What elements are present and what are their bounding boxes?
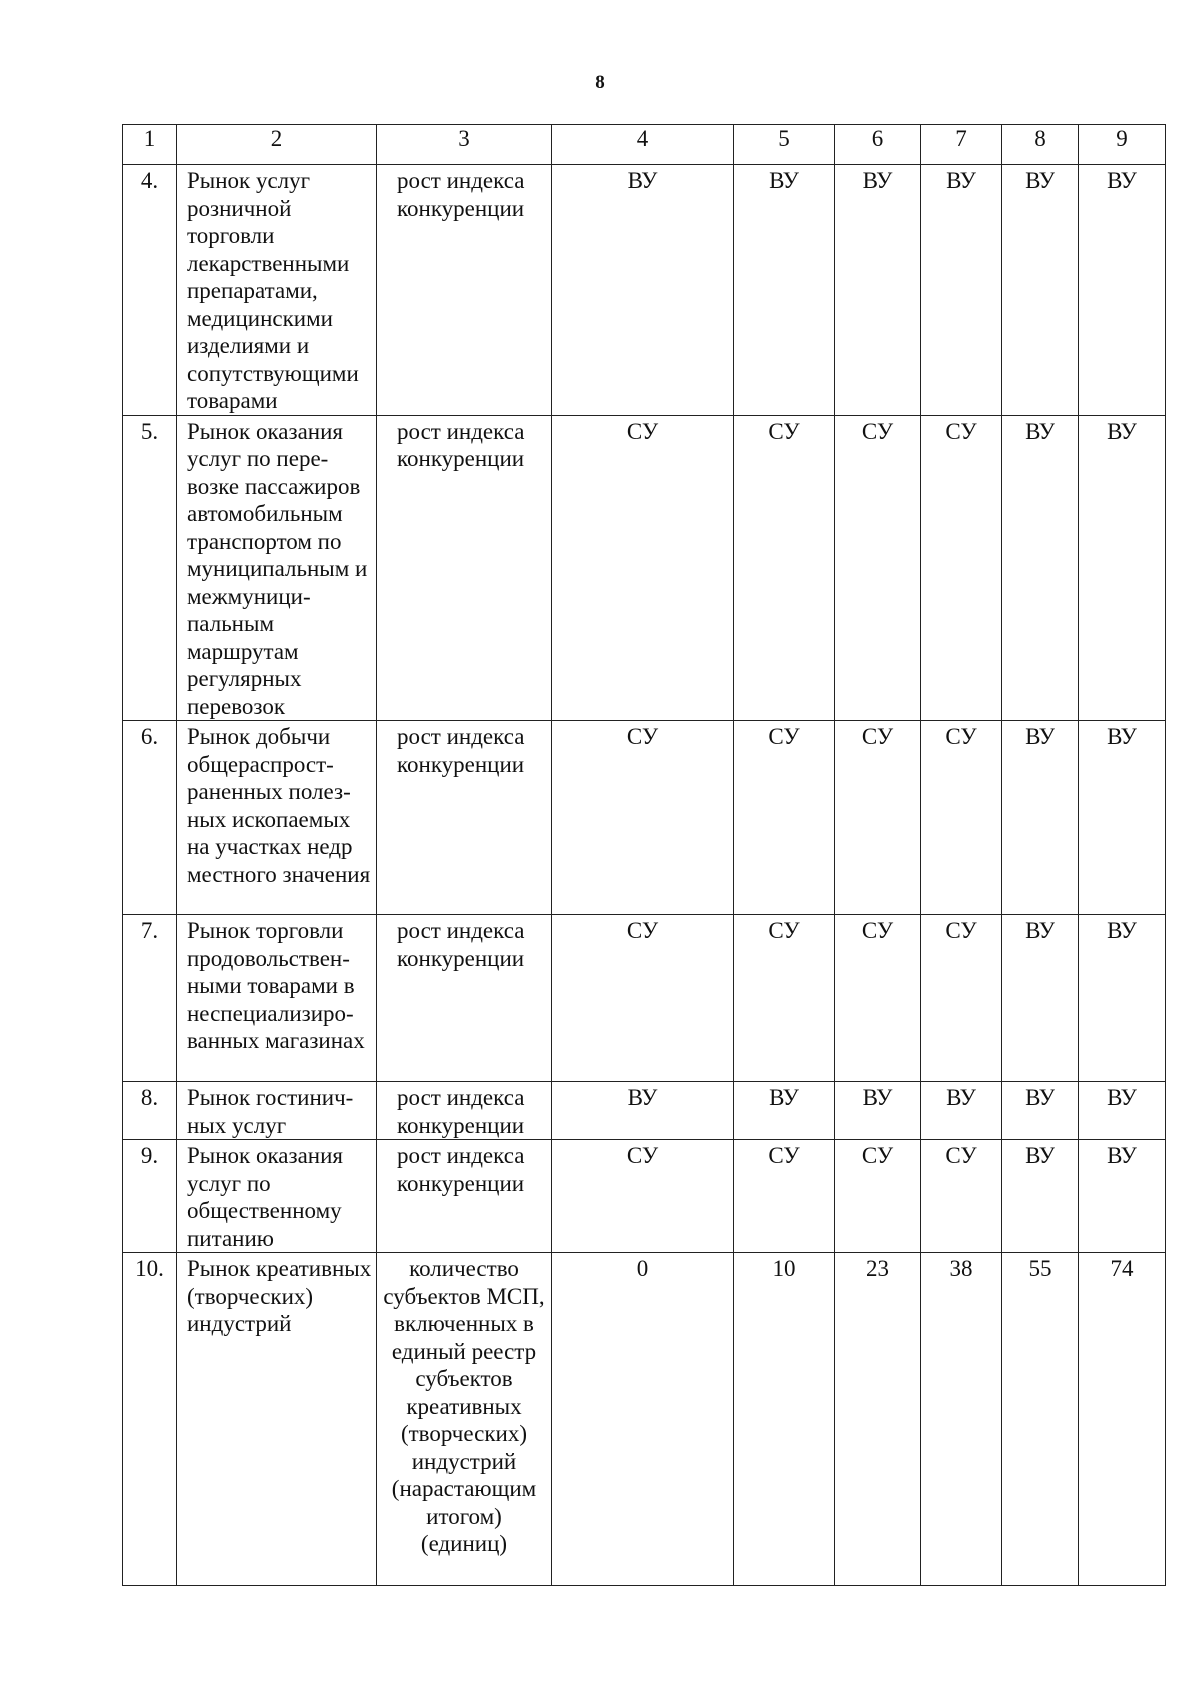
- value-cell: СУ: [734, 1140, 835, 1253]
- value-cell: 55: [1002, 1253, 1079, 1586]
- header-cell: 7: [921, 125, 1002, 165]
- value-cell: СУ: [552, 1140, 734, 1253]
- value-cell: ВУ: [921, 1082, 1002, 1140]
- row-number: 9.: [123, 1140, 177, 1253]
- value-cell: СУ: [921, 1140, 1002, 1253]
- value-cell: ВУ: [1079, 1140, 1166, 1253]
- indicator: рост индекса конкуренции: [377, 1140, 552, 1253]
- value-cell: ВУ: [1079, 915, 1166, 1082]
- table-row: [123, 1082, 1166, 1140]
- indicators-table: [122, 124, 1166, 1586]
- market-name: Рынок торговли продовольствен-ными товарами в неспециализиро-ванных магазинах: [177, 915, 377, 1082]
- value-cell: СУ: [552, 415, 734, 721]
- value-cell: 23: [835, 1253, 921, 1586]
- value-cell: ВУ: [1002, 1082, 1079, 1140]
- value-cell: ВУ: [835, 1082, 921, 1140]
- header-cell: 3: [377, 125, 552, 165]
- header-row: [123, 125, 1166, 165]
- value-cell: СУ: [835, 721, 921, 915]
- page-number: 8: [595, 72, 605, 93]
- indicator: количество субъектов МСП, включенных в единый реестр субъектов креативных (творческих) индустрий (нарастающим итогом) (единиц): [377, 1253, 552, 1586]
- market-name: Рынок креативных (творческих) индустрий: [177, 1253, 377, 1586]
- value-cell: ВУ: [1079, 415, 1166, 721]
- table-row: [123, 415, 1166, 721]
- value-cell: 74: [1079, 1253, 1166, 1586]
- indicator: рост индекса конкуренции: [377, 721, 552, 915]
- value-cell: СУ: [734, 915, 835, 1082]
- header-cell: 2: [177, 125, 377, 165]
- market-name: Рынок добычи общераспрост-раненных полез-ных ископаемых на участках недр местного значения: [177, 721, 377, 915]
- value-cell: 10: [734, 1253, 835, 1586]
- value-cell: СУ: [734, 721, 835, 915]
- header-cell: 8: [1002, 125, 1079, 165]
- value-cell: СУ: [921, 915, 1002, 1082]
- value-cell: ВУ: [734, 165, 835, 416]
- row-number: 7.: [123, 915, 177, 1082]
- value-cell: ВУ: [1002, 721, 1079, 915]
- indicator: рост индекса конкуренции: [377, 1082, 552, 1140]
- value-cell: ВУ: [552, 165, 734, 416]
- indicator: рост индекса конкуренции: [377, 165, 552, 416]
- indicator: рост индекса конкуренции: [377, 915, 552, 1082]
- value-cell: СУ: [734, 415, 835, 721]
- table-row: [123, 1253, 1166, 1586]
- value-cell: ВУ: [921, 165, 1002, 416]
- row-number: 5.: [123, 415, 177, 721]
- header-cell: 5: [734, 125, 835, 165]
- value-cell: СУ: [835, 915, 921, 1082]
- value-cell: ВУ: [1002, 415, 1079, 721]
- value-cell: СУ: [552, 721, 734, 915]
- row-number: 10.: [123, 1253, 177, 1586]
- market-name: Рынок оказания услуг по пере-возке пассажиров автомобильным транспортом по муниципальным и межмуници-пальным маршрутам регулярных перевозок: [177, 415, 377, 721]
- header-cell: 1: [123, 125, 177, 165]
- value-cell: 38: [921, 1253, 1002, 1586]
- header-cell: 4: [552, 125, 734, 165]
- row-number: 6.: [123, 721, 177, 915]
- value-cell: ВУ: [835, 165, 921, 416]
- header-cell: 6: [835, 125, 921, 165]
- value-cell: ВУ: [1002, 1140, 1079, 1253]
- value-cell: ВУ: [1002, 165, 1079, 416]
- value-cell: СУ: [921, 721, 1002, 915]
- market-name: Рынок гостинич-ных услуг: [177, 1082, 377, 1140]
- value-cell: СУ: [835, 415, 921, 721]
- row-number: 4.: [123, 165, 177, 416]
- value-cell: ВУ: [1002, 915, 1079, 1082]
- table-row: [123, 1140, 1166, 1253]
- header-cell: 9: [1079, 125, 1166, 165]
- value-cell: СУ: [552, 915, 734, 1082]
- table-row: [123, 165, 1166, 416]
- value-cell: СУ: [835, 1140, 921, 1253]
- value-cell: ВУ: [1079, 165, 1166, 416]
- value-cell: ВУ: [734, 1082, 835, 1140]
- table-row: [123, 721, 1166, 915]
- value-cell: 0: [552, 1253, 734, 1586]
- row-number: 8.: [123, 1082, 177, 1140]
- value-cell: ВУ: [552, 1082, 734, 1140]
- market-name: Рынок оказания услуг по общественному питанию: [177, 1140, 377, 1253]
- value-cell: ВУ: [1079, 1082, 1166, 1140]
- value-cell: СУ: [921, 415, 1002, 721]
- value-cell: ВУ: [1079, 721, 1166, 915]
- market-name: Рынок услуг розничной торговли лекарственными препаратами, медицинскими изделиями и сопутствующими товарами: [177, 165, 377, 416]
- table-row: [123, 915, 1166, 1082]
- indicator: рост индекса конкуренции: [377, 415, 552, 721]
